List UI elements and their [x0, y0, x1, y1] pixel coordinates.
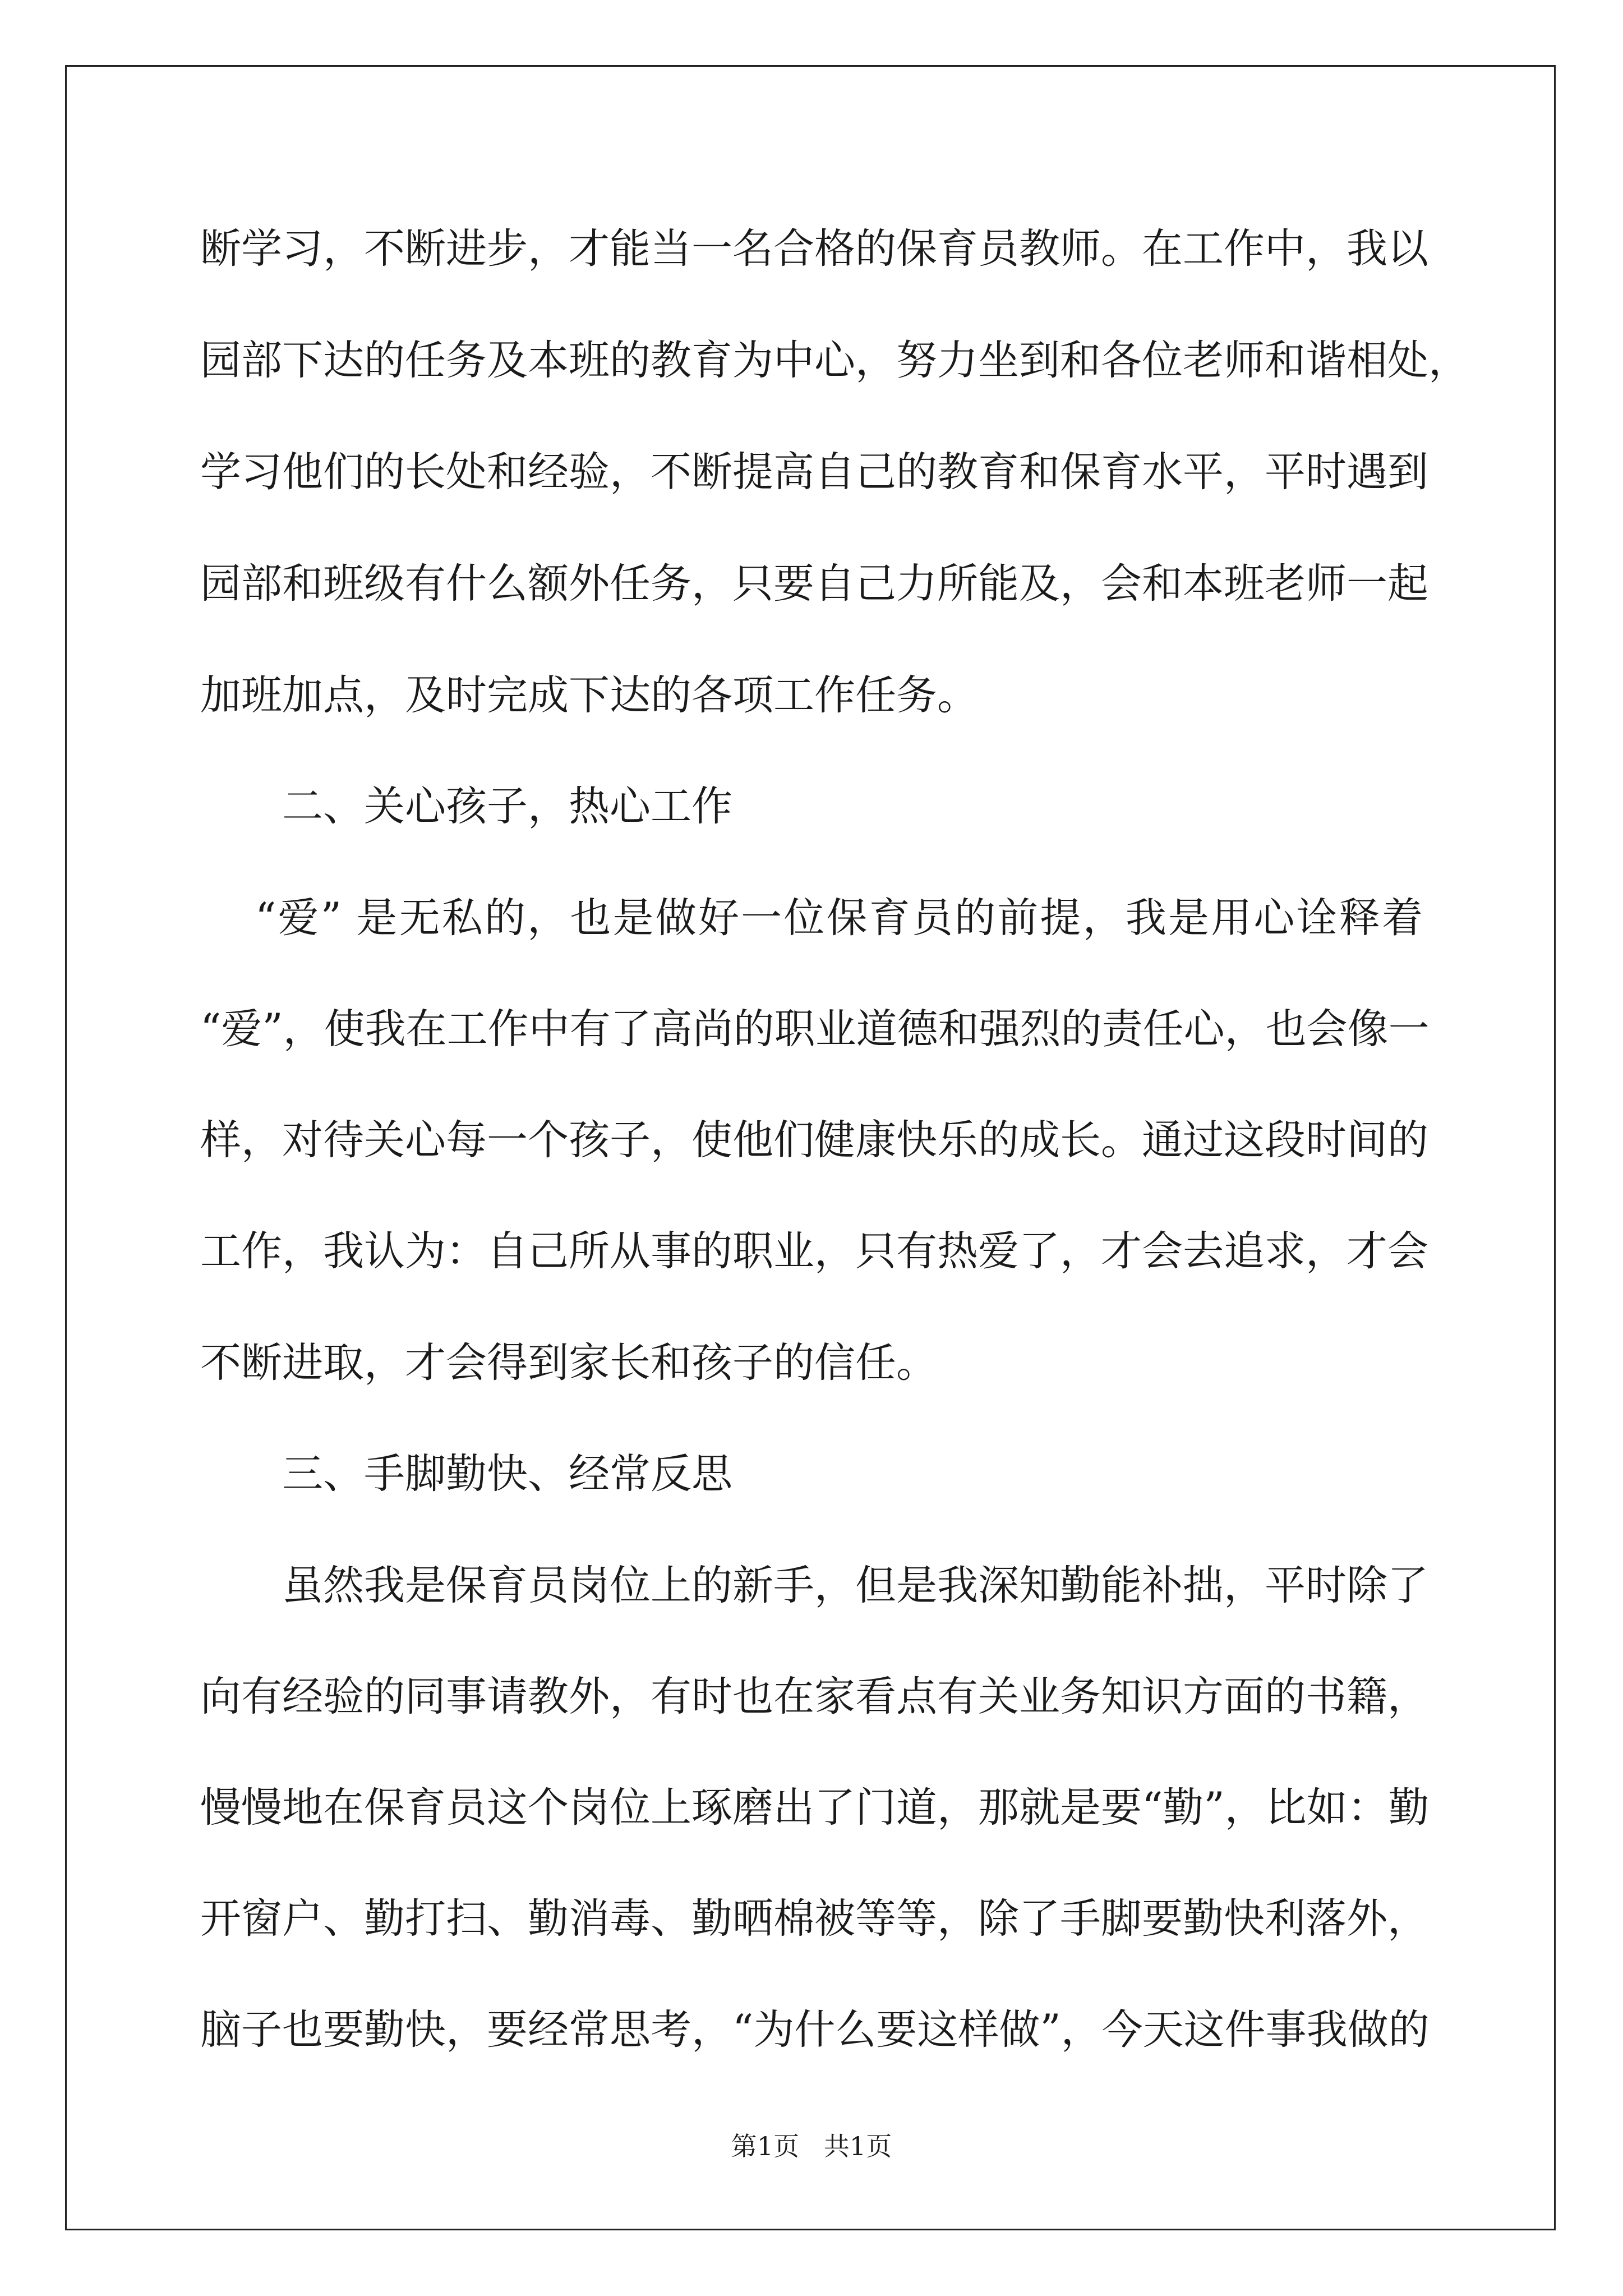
paragraph-line: 虽然我是保育员岗位上的新手，但是我深知勤能补拙，平时除了 — [282, 1562, 1428, 1609]
paragraph-line: 不断进取，才会得到家长和孩子的信任。 — [200, 1339, 937, 1387]
page-footer: 第1页 共1页 — [731, 2131, 892, 2161]
paragraph-line: 学习他们的长处和经验，不断提高自己的教育和保育水平，平时遇到 — [200, 448, 1428, 496]
paragraph-line: 脑子也要勤快，要经常思考，“为什么要这样做”，今天这件事我做的 — [200, 2006, 1430, 2054]
section-heading: 二、关心孩子，热心工作 — [282, 783, 732, 830]
paragraph-line: “爱” 是无私的，也是做好一位保育员的前提，我是用心诠释着 — [255, 894, 1423, 942]
paragraph-line: 加班加点，及时完成下达的各项工作任务。 — [200, 671, 978, 719]
paragraph-line: 断学习，不断进步，才能当一名合格的保育员教师。在工作中，我以 — [200, 225, 1428, 273]
paragraph-line: 开窗户、勤打扫、勤消毒、勤晒棉被等等，除了手脚要勤快利落外， — [200, 1895, 1428, 1943]
paragraph-line: 园部和班级有什么额外任务，只要自己力所能及，会和本班老师一起 — [200, 560, 1428, 608]
paragraph-line: 样，对待关心每一个孩子，使他们健康快乐的成长。通过这段时间的 — [200, 1116, 1428, 1164]
paragraph-line: 向有经验的同事请教外，有时也在家看点有关业务知识方面的书籍， — [200, 1673, 1428, 1720]
paragraph-line: 慢慢地在保育员这个岗位上琢磨出了门道，那就是要“勤”，比如：勤 — [200, 1784, 1430, 1832]
paragraph-line: “爱”，使我在工作中有了高尚的职业道德和强烈的责任心，也会像一 — [200, 1005, 1430, 1053]
paragraph-line: 园部下达的任务及本班的教育为中心，努力坐到和各位老师和谐相处， — [200, 337, 1469, 384]
paragraph-line: 工作，我认为：自己所从事的职业，只有热爱了，才会去追求，才会 — [200, 1227, 1428, 1275]
section-heading: 三、手脚勤快、经常反思 — [282, 1450, 732, 1498]
